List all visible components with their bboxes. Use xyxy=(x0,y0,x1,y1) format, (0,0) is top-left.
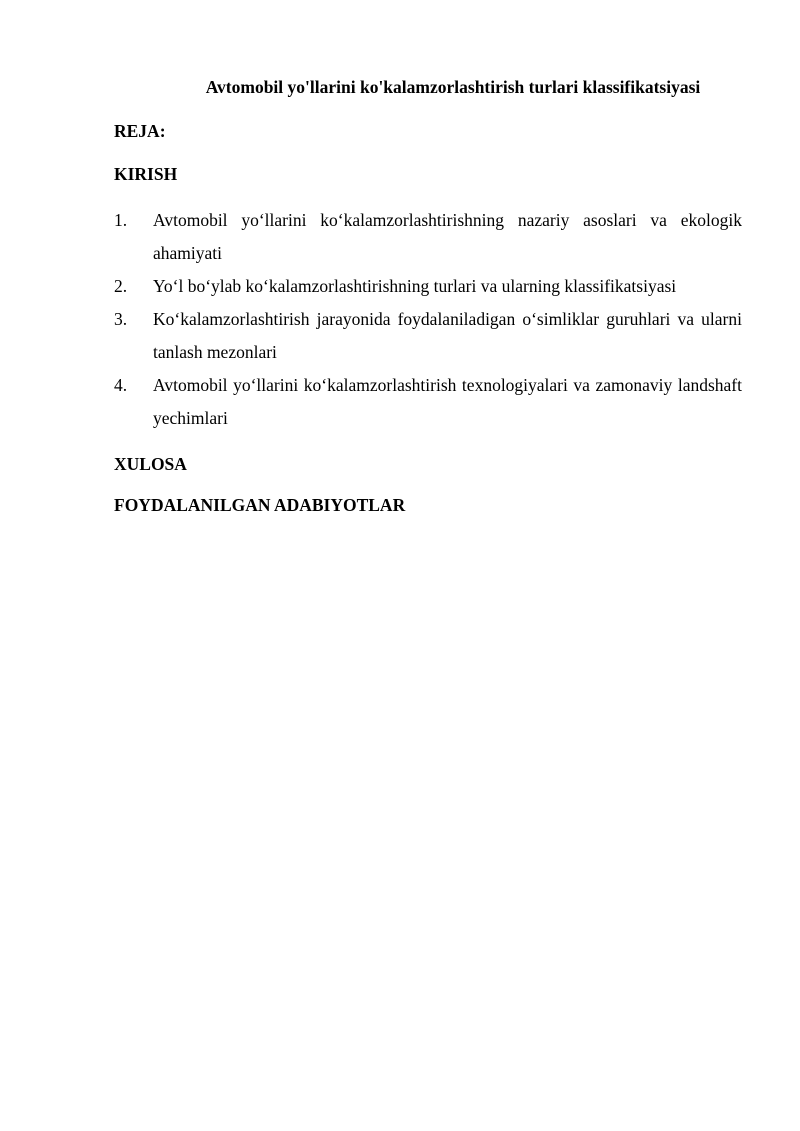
plan-item-number: 2. xyxy=(114,276,128,296)
plan-item-2 xyxy=(114,270,742,303)
xulosa-heading: XULOSA xyxy=(114,454,187,474)
plan-item-number: 4. xyxy=(114,375,128,395)
plan-item-text: Ko‘kalamzorlashtirish jarayonida foydalaniladigan o‘simliklar guruhlari va ularni tanlash mezonlari xyxy=(153,309,742,362)
plan-item-text: Yo‘l bo‘ylab ko‘kalamzorlashtirishning turlari va ularning klassifikatsiyasi xyxy=(153,276,677,296)
document-page xyxy=(114,75,742,517)
references-heading: FOYDALANILGAN ADABIYOTLAR xyxy=(114,495,406,515)
plan-list xyxy=(114,204,742,435)
plan-item-text: Avtomobil yo‘llarini ko‘kalamzorlashtirishning nazariy asoslari va ekologik ahamiyati xyxy=(153,210,742,263)
plan-item-3 xyxy=(114,303,742,369)
plan-item-number: 3. xyxy=(114,309,128,329)
document-title: Avtomobil yo'llarini ko'kalamzorlashtirish turlari klassifikatsiyasi xyxy=(205,77,701,97)
plan-item-text: Avtomobil yo‘llarini ko‘kalamzorlashtirish texnologiyalari va zamonaviy landshaft yechimlari xyxy=(153,375,742,428)
plan-item-1 xyxy=(114,204,742,270)
kirish-heading: KIRISH xyxy=(114,164,178,184)
reja-heading: REJA: xyxy=(114,121,166,141)
plan-item-4 xyxy=(114,369,742,435)
plan-item-number: 1. xyxy=(114,210,128,230)
